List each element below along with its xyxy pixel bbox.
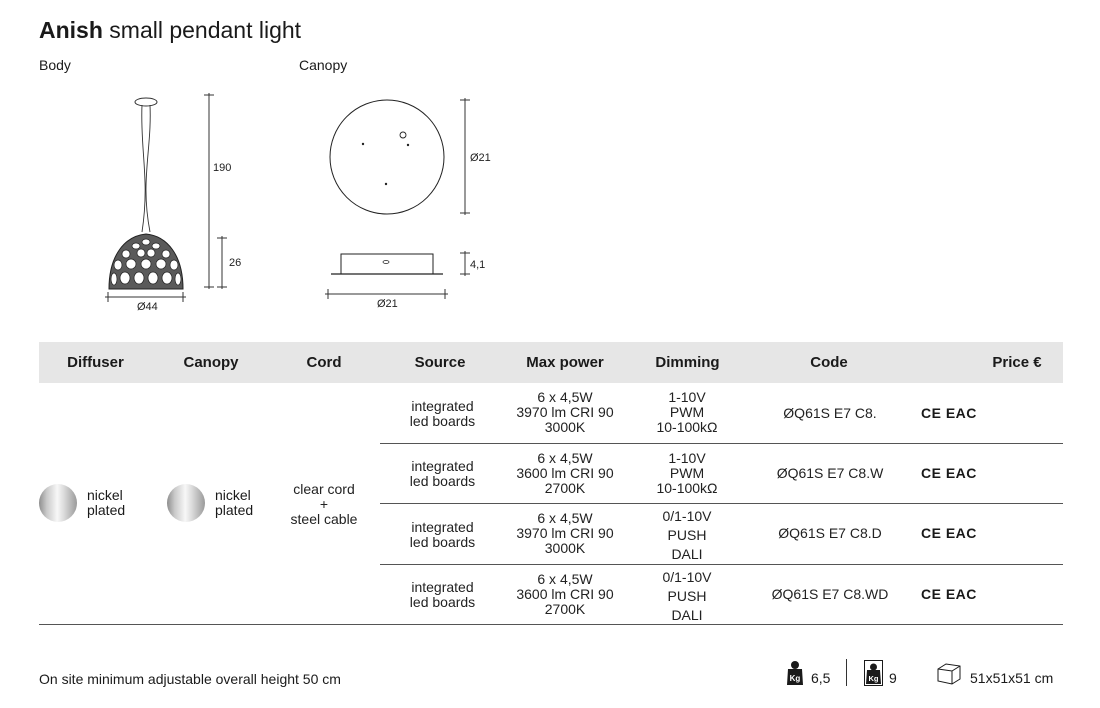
canopy-top-view [330,100,444,214]
canopy-side-diameter-label: Ø21 [377,298,398,310]
svg-text:Kg: Kg [868,674,879,683]
canopy-top-diameter-label: Ø21 [470,152,491,164]
min-height-note: On site minimum adjustable overall height 50 cm [39,671,341,687]
net-weight-value: 6,5 [811,670,831,686]
body-height-label: 190 [213,162,232,174]
package-size [936,660,1053,686]
net-weight [786,660,830,686]
row-divider [380,443,1063,444]
header-dimming: Dimming [655,354,720,371]
canopy-finish-label: nickel plated [215,487,254,518]
nickel-swatch-icon [167,484,205,522]
body-cable-right [146,105,150,232]
technical-drawing [0,80,520,320]
diffuser-finish [39,484,125,522]
nickel-swatch-icon [39,484,77,522]
row3-cert-marks: CE EAC [921,525,977,541]
row4-dimming: 0/1-10V PUSH DALI [662,569,712,623]
canopy-finish [167,484,253,522]
row4-code: ØQ61S E7 C8.WD [771,586,889,602]
package-box-icon [936,660,962,686]
row3-source: integrated led boards [409,519,476,550]
row2-cert-marks: CE EAC [921,465,977,481]
product-subtitle: small pendant light [109,17,302,43]
row1-code: ØQ61S E7 C8. [783,405,877,421]
row4-cert-marks: CE EAC [921,586,977,602]
header-cord: Cord [306,354,342,371]
header-source: Source [414,354,466,371]
package-size-value: 51x51x51 cm [970,670,1054,686]
row-divider [380,564,1063,565]
row3-dimming: 0/1-10V PUSH DALI [662,508,712,562]
row2-dimming: 1-10V PWM 10-100kΩ [656,450,718,496]
row1-dimming: 1-10V PWM 10-100kΩ [656,389,718,435]
row1-source: integrated led boards [409,398,476,429]
svg-text:Kg: Kg [789,674,801,683]
footer-divider [846,659,847,686]
header-canopy: Canopy [183,354,239,371]
canopy-side-view [341,254,433,274]
body-cable-left [142,105,145,232]
row2-source: integrated led boards [409,458,476,489]
diffuser-finish-label: nickel plated [87,487,126,518]
row2-power: 6 x 4,5W 3600 lm CRI 90 2700K [516,450,614,496]
cord-cell: clear cord + steel cable [290,481,358,527]
header-max-power: Max power [526,354,604,371]
row1-power: 6 x 4,5W 3970 lm CRI 90 3000K [516,389,614,435]
gross-weight [864,660,897,686]
body-lamp-dome [109,234,183,289]
canopy-section-label: Canopy [299,57,348,73]
body-lamp-height-label: 26 [229,257,242,269]
row3-code: ØQ61S E7 C8.D [778,525,882,541]
product-title [39,15,301,45]
header-price: Price € [992,354,1042,371]
body-section-label: Body [39,57,71,73]
header-code: Code [810,354,848,371]
table-bottom-line [39,624,1063,625]
row3-power: 6 x 4,5W 3970 lm CRI 90 3000K [516,510,614,556]
header-diffuser: Diffuser [67,354,124,371]
row1-cert-marks: CE EAC [921,405,977,421]
gross-weight-value: 9 [889,670,897,686]
row-divider [380,503,1063,504]
gross-weight-icon [864,660,883,686]
product-name: Anish [39,17,103,43]
table-header [39,342,1063,383]
net-weight-icon [786,660,804,686]
row4-power: 6 x 4,5W 3600 lm CRI 90 2700K [516,571,614,617]
row2-code: ØQ61S E7 C8.W [776,465,884,481]
row4-source: integrated led boards [409,579,476,610]
body-ceiling-rose [135,98,157,106]
canopy-height-label: 4,1 [470,259,486,271]
body-diameter-label: Ø44 [137,301,158,313]
